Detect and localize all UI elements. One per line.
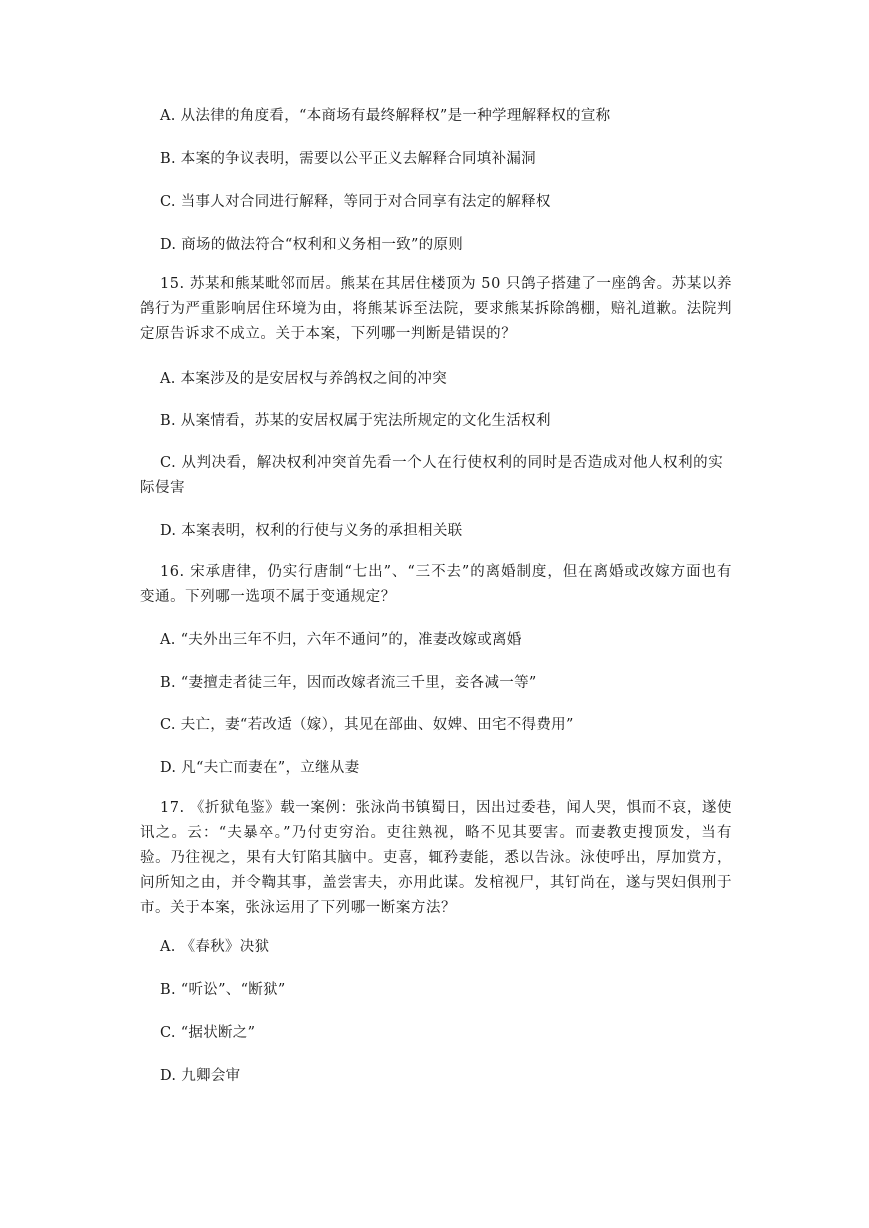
q16-option-c: C. 夫亡，妻“若改适（嫁），其见在部曲、奴婢、田宅不得费用”	[160, 717, 574, 733]
q15-option-a: A. 本案涉及的是安居权与养鸽权之间的冲突	[160, 371, 447, 387]
q14-option-d: D. 商场的做法符合“权利和义务相一致”的原则	[160, 237, 464, 253]
q16-stem: 16. 宋承唐律，仍实行唐制“七出”、“三不去”的离婚制度，但在离婚或改嫁方面也有变通。下列哪一选项不属于变通规定？	[140, 564, 732, 605]
q16-option-d: D. 凡“夫亡而妻在”，立继从妻	[160, 760, 360, 776]
q14-option-a: A. 从法律的角度看，“本商场有最终解释权”是一种学理解释权的宣称	[160, 108, 611, 124]
q15-option-d: D. 本案表明，权利的行使与义务的承担相关联	[160, 523, 463, 539]
q15-stem: 15. 苏某和熊某毗邻而居。熊某在其居住楼顶为 50 只鸽子搭建了一座鸽舍。苏某以养鸽行为严重影响居住环境为由，将熊某诉至法院，要求熊某拆除鸽棚，赔礼道歉。法院判定原告诉求不成立。关于本案，下列哪一判断是错误的？	[140, 276, 732, 342]
q17-stem: 17. 《折狱龟鉴》载一案例：张泳尚书镇蜀日，因出过委巷，闻人哭，惧而不哀，遂使讯之。云：“夫暴卒。”乃付吏穷治。吏往熟视，略不见其要害。而妻教吏搜顶发，当有验。乃往视之，果有大钉陷其脑中。吏喜，辄矜妻能，悉以告泳。泳使呼出，厚加赏方，问所知之由，并令鞫其事，盖尝害夫，亦用此谋。发棺视尸，其钉尚在，遂与哭妇俱刑于市。关于本案，张泳运用了下列哪一断案方法？	[140, 800, 732, 916]
q14-option-c: C. 当事人对合同进行解释，等同于对合同享有法定的解释权	[160, 194, 551, 210]
q17-option-a: A. 《春秋》决狱	[160, 939, 270, 955]
q15-option-c: C. 从判决看，解决权利冲突首先看一个人在行使权利的同时是否造成对他人权利的实际侵害	[140, 455, 724, 496]
q17-option-d: D. 九卿会审	[160, 1068, 241, 1084]
q14-option-b: B. 本案的争议表明，需要以公平正义去解释合同填补漏洞	[160, 151, 536, 167]
q15-option-b: B. 从案情看，苏某的安居权属于宪法所规定的文化生活权利	[160, 413, 551, 429]
q16-option-a: A. “夫外出三年不归，六年不通问”的，准妻改嫁或离婚	[160, 632, 522, 648]
q16-option-b: B. “妻擅走者徒三年，因而改嫁者流三千里，妾各减一等”	[160, 675, 537, 691]
q17-option-c: C. “据状断之”	[160, 1025, 256, 1041]
q17-option-b: B. “听讼”、“断狱”	[160, 982, 286, 998]
